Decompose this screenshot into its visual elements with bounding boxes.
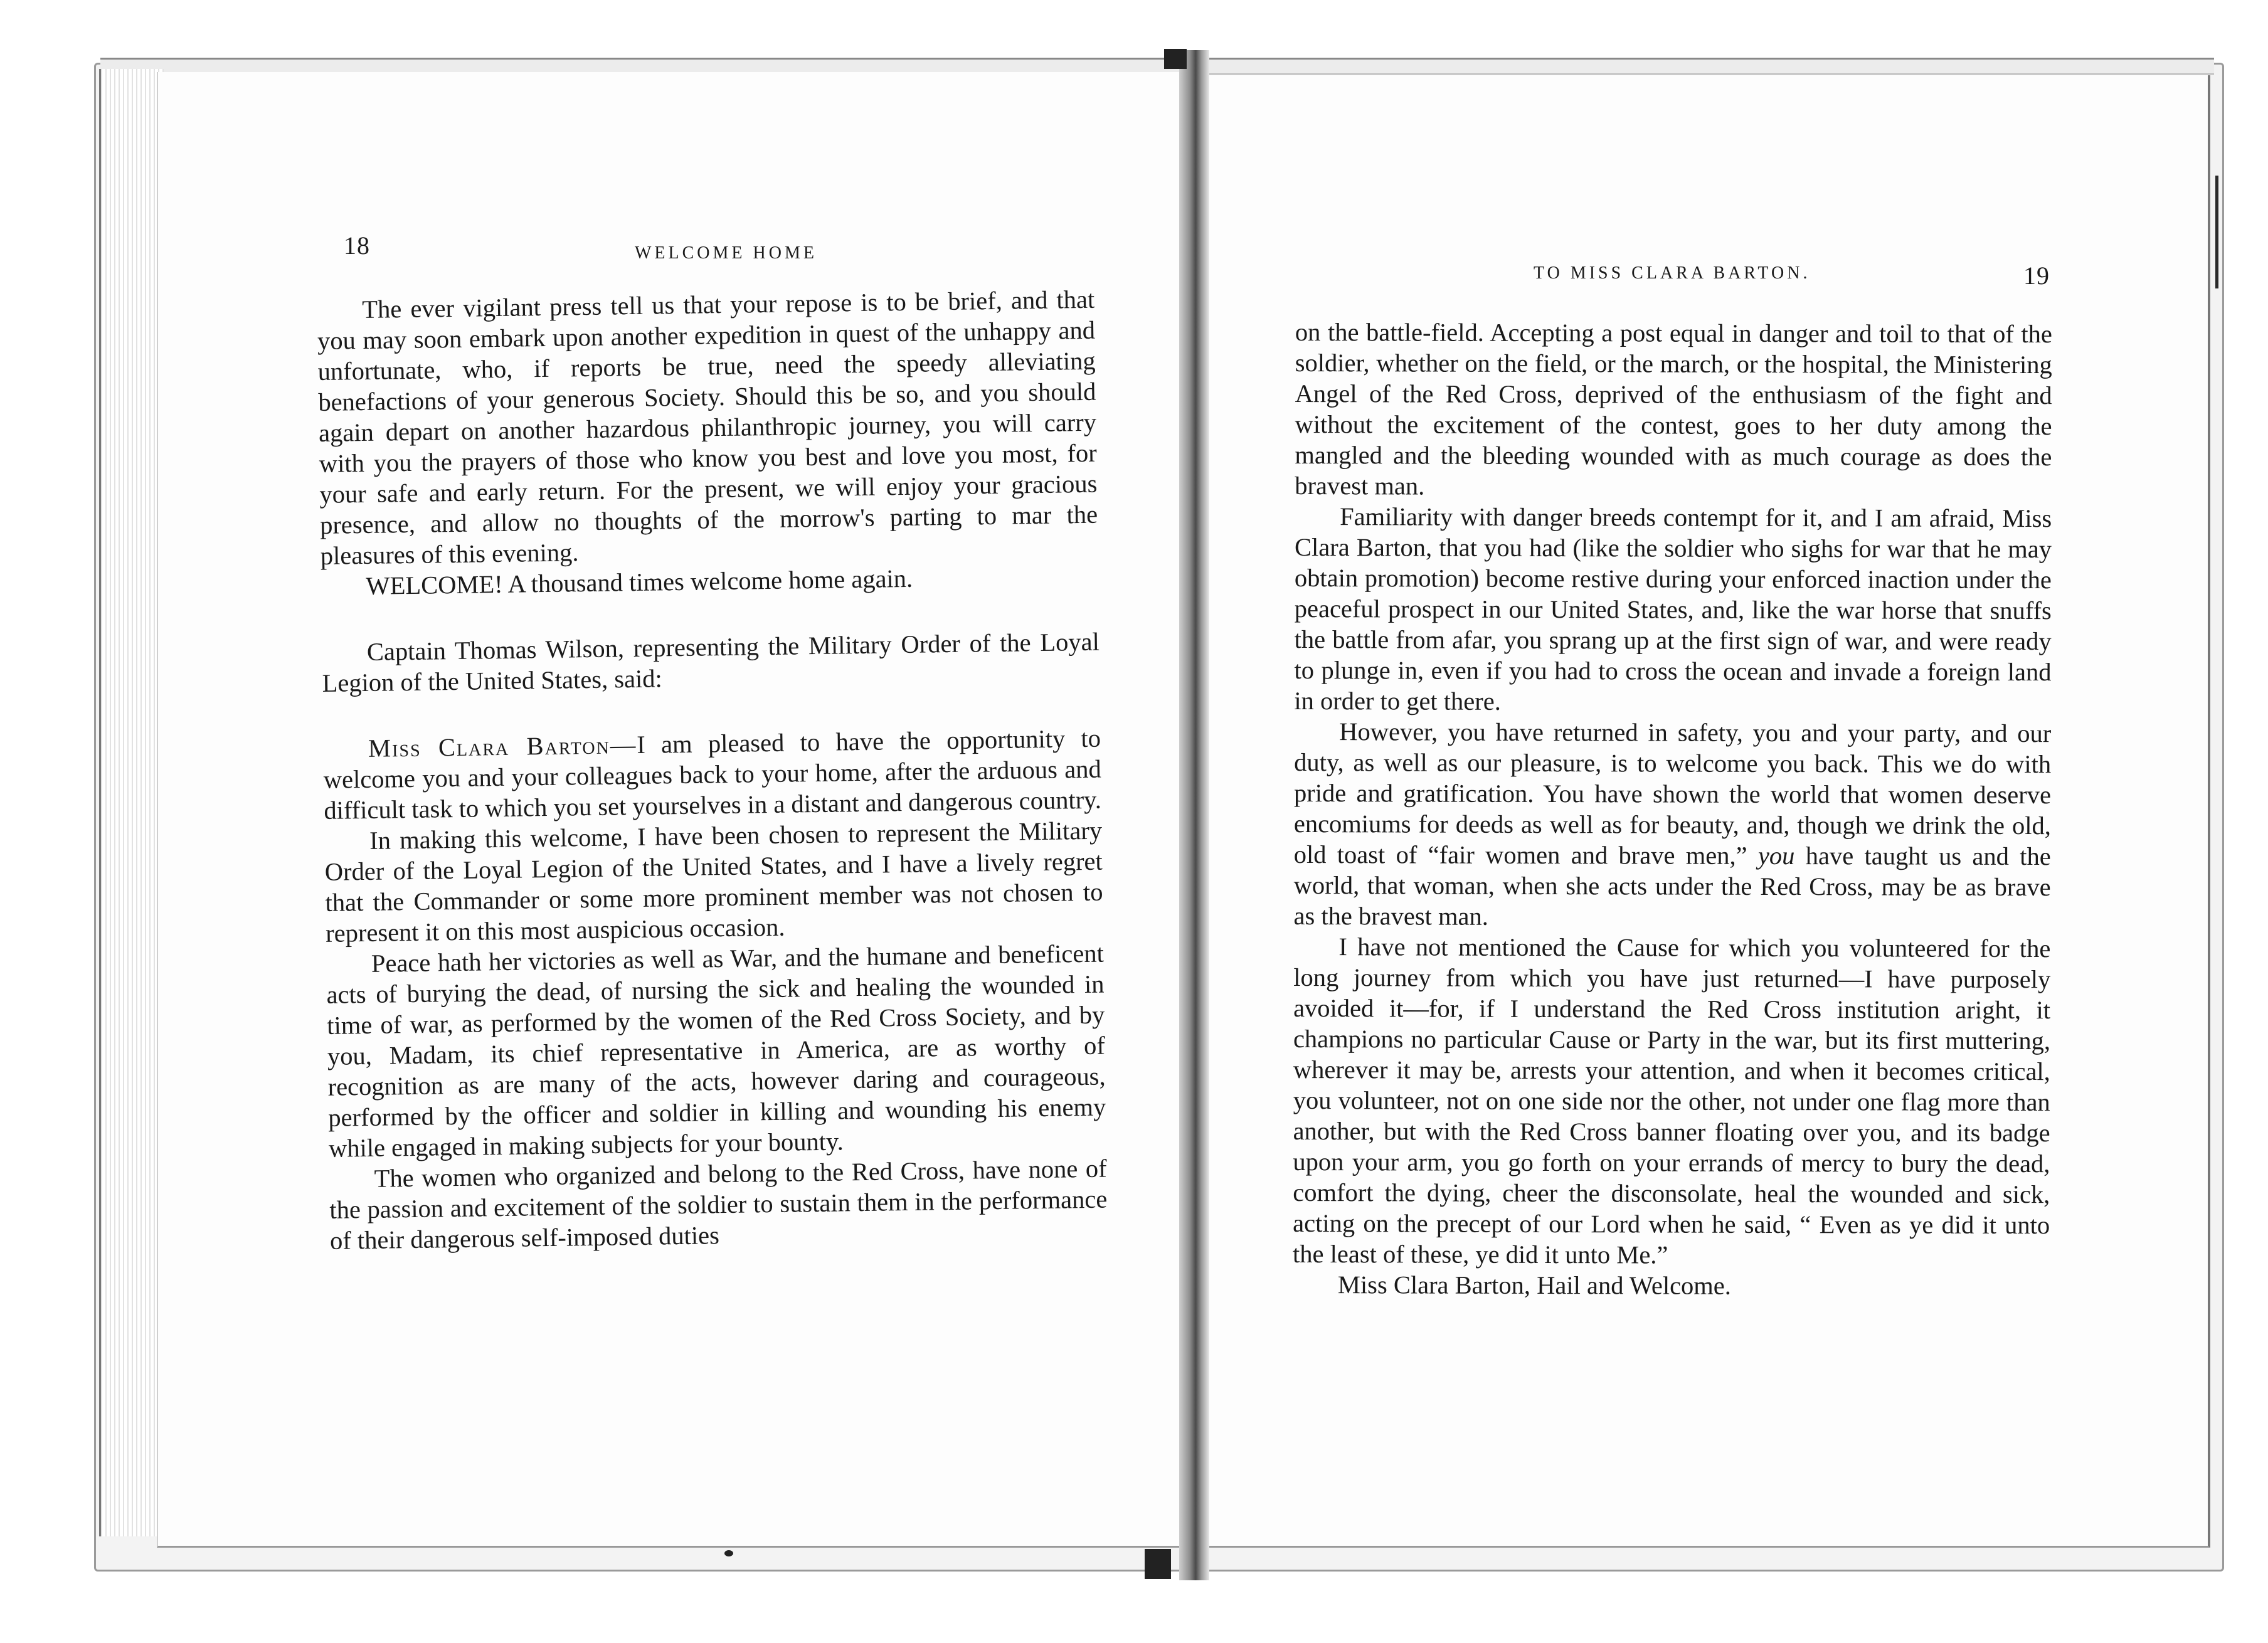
salutation: Miss Clara Barton— bbox=[368, 730, 637, 763]
gutter-mark-top bbox=[1164, 49, 1187, 69]
gutter-mark-bottom bbox=[1145, 1549, 1171, 1579]
paragraph: Miss Clara Barton—I am pleased to have the opportunity to welcome you and your colleagues back to your home, after the arduous and difficult task to which you set yourselves in a distant and dangerous country. bbox=[323, 724, 1102, 825]
paragraph: The women who organized and belong to the Red Cross, have none of the passion and excitement of the soldier to sustain them in the performance of their dangerous self-imposed duties bbox=[329, 1154, 1108, 1255]
paragraph: I have not mentioned the Cause for which you volunteered for the long journey from which you have just returned—I have purposely avoided it—for, if I understand the Red Cross institution aright, it champions no particular Cause or Party in the war, but its first muttering, wherever it may be, arrests your attention, and when it becomes critical, you volunteer, not on one side nor the other, not under one flag more than another, but with the Red Cross banner floating over you, and its badge upon your arm, you go forth on your errands of mercy to bury the dead, comfort the dying, cheer the disconsolate, heal the wounded and sick, acting on the precept of our Lord when he said, “ Even as ye did it unto the least of these, ye did it unto Me.” bbox=[1293, 932, 2051, 1269]
welcome-line: WELCOME! A thousand times welcome home again. bbox=[366, 564, 913, 600]
emphasis: you bbox=[1757, 841, 1795, 870]
paragraph: The ever vigilant press tell us that your repose is to be brief, and that you may soon embark upon another expedition in quest of the unhappy and unfortunate, who, if reports be true, need the speedy alleviating benefactions of your generous Society. Should this be so, and you should again depart on another hazardous philanthropic journey, you will carry with you the prayers of those who know you best and love you most, for your safe and early return. For the present, we will enjoy your gracious presence, and allow no thoughts of the morrow's parting to mar the pleasures of this evening. bbox=[317, 285, 1098, 570]
page-number-right: 19 bbox=[2023, 262, 2050, 290]
right-page-body bbox=[1293, 317, 2052, 1302]
closing-line: Miss Clara Barton, Hail and Welcome. bbox=[1337, 1271, 1731, 1300]
paragraph: In making this welcome, I have been chosen to represent the Military Order of the Loyal Legion of the United States, and I have a lively regret that the Commander or some more prominent member was not chosen to represent it on this most auspicious occasion. bbox=[324, 816, 1103, 948]
paragraph: on the battle-field. Accepting a post equal in danger and toil to that of the soldier, whether on the field, or the march, or the hospital, the Ministering Angel of the Red Cross, deprived of the enthusiasm of the fight and without the excitement of the contest, goes to her duty among the mangled and the bleeding wounded with as much courage as does the bravest man. bbox=[1295, 318, 2052, 500]
page-number-left: 18 bbox=[344, 231, 370, 260]
book-gutter bbox=[1179, 50, 1209, 1580]
running-head-right: TO MISS CLARA BARTON. bbox=[1534, 263, 1811, 283]
left-page-body bbox=[317, 284, 1108, 1256]
speaker-intro: Captain Thomas Wilson, representing the Military Order of the Loyal Legion of the United States, said: bbox=[322, 627, 1100, 697]
ink-spot bbox=[724, 1550, 733, 1556]
paragraph: Peace hath her victories as well as War, and the humane and beneficent acts of burying the dead, of nursing the sick and healing the wounded in time of war, as performed by the women of the Red Cross Society, and by you, Madam, its chief representative in America, are as worthy of recognition as are many of the acts, however daring and courageous, performed by the officer and soldier in killing and wounding his enemy while engaged in making subjects for your bounty. bbox=[326, 939, 1106, 1163]
paragraph: Familiarity with danger breeds contempt for it, and I am afraid, Miss Clara Barton, that you had (like the soldier who sighs for war that he may obtain promotion) become restive during your enforced inaction under the peaceful prospect in our United States, and, like the war horse that snuffs the battle from afar, you sprang up at the first sign of war, and were ready to plunge in, even if you had to cross the ocean and invade a foreign land in order to get there. bbox=[1294, 502, 2052, 716]
running-head-left: WELCOME HOME bbox=[635, 243, 817, 263]
paragraph: However, you have returned in safety, you and your party, and our duty, as well as our pleasure, is to welcome you back. This we do with pride and gratification. You have shown the world that women deserve encomiums for deeds as well as for beauty, and, though we drink the old, old toast of “fair women and brave men,” you have taught us and the world, that woman, when she acts under the Red Cross, may be as brave as the bravest man. bbox=[1293, 717, 2052, 931]
page-edges bbox=[99, 69, 164, 1536]
page-edge-mark bbox=[2215, 176, 2218, 288]
